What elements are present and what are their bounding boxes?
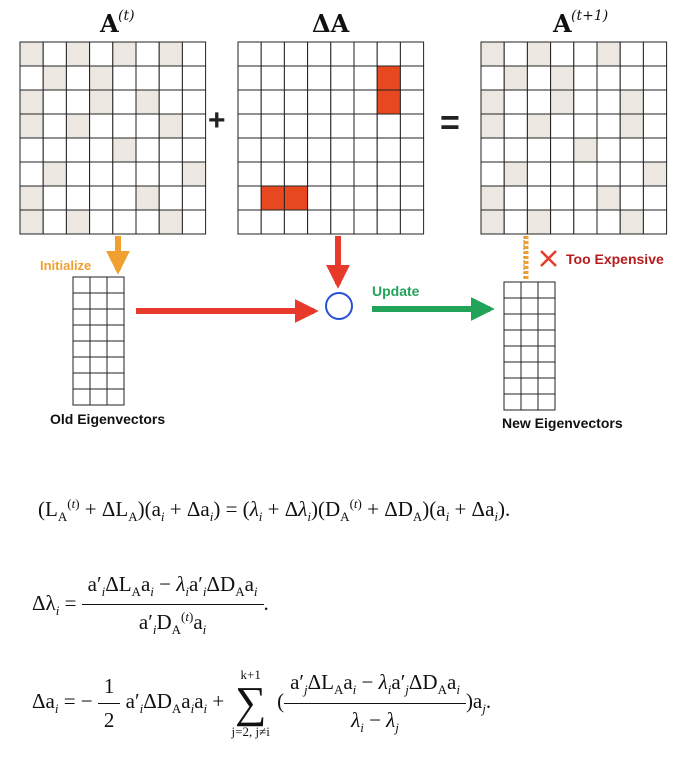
equation-delta-a: $\Delta a_i$ = − $\frac{1}{2}$ $a'_i\Delta D_Aa_ia_i + k+1$ ∑ j=2, j≠i ( $\frac{a'_j\Delta L_Aa_i - \lambda_ia'_j\Delta D_Aa_i}{\lambda_i - \lambda_j}$ )$a_j$. — [32, 667, 492, 739]
matrix-cell — [331, 42, 354, 66]
matrix-cell — [527, 210, 550, 234]
matrix-cell — [261, 186, 284, 210]
matrix-cell — [66, 42, 89, 66]
matrix-cell — [136, 186, 159, 210]
initialize-label: Initialize — [40, 258, 92, 273]
matrix-cell — [597, 162, 620, 186]
matrix-cell — [66, 114, 89, 138]
matrix-cell — [90, 114, 113, 138]
matrix-cell — [354, 186, 377, 210]
matrix-cell — [551, 186, 574, 210]
matrix-cell — [261, 162, 284, 186]
eigenvector-cell — [538, 330, 555, 346]
matrix-cell — [113, 42, 136, 66]
too-expensive-label: Too Expensive — [566, 251, 664, 267]
old-eigenvectors-label: Old Eigenvectors — [50, 411, 166, 427]
matrix-cell — [66, 90, 89, 114]
matrix-cell — [551, 66, 574, 90]
matrix-cell — [43, 42, 66, 66]
matrix-cell — [377, 42, 400, 66]
matrix-cell — [182, 90, 205, 114]
matrix-cell — [481, 186, 504, 210]
matrix-cell — [66, 138, 89, 162]
matrix-cell — [159, 42, 182, 66]
eq3-lhs: $\Delta a_i$ = − — [32, 688, 93, 716]
matrix-cell — [400, 42, 423, 66]
matrix-cell — [481, 210, 504, 234]
eigenvector-cell — [521, 282, 538, 298]
cross-icon — [541, 251, 556, 266]
plus-sign: + — [208, 104, 226, 137]
eigenvector-cell — [538, 282, 555, 298]
matrix-cell — [377, 66, 400, 90]
matrix-cell — [20, 162, 43, 186]
matrix-cell — [20, 66, 43, 90]
eigenvector-cell — [538, 378, 555, 394]
matrix-cell — [238, 162, 261, 186]
matrix-cell — [597, 42, 620, 66]
matrix-cell — [620, 42, 643, 66]
matrix-cell — [90, 42, 113, 66]
matrix-cell — [113, 210, 136, 234]
matrix-cell — [159, 138, 182, 162]
matrix-cell — [20, 42, 43, 66]
matrix-cell — [377, 162, 400, 186]
matrix-cell — [504, 114, 527, 138]
eigenvector-cell — [90, 389, 107, 405]
matrix-cell — [574, 162, 597, 186]
matrix-cell — [284, 138, 307, 162]
sum-symbol: k+1 ∑ j=2, j≠i — [231, 667, 270, 739]
matrix-cell — [597, 114, 620, 138]
matrix-cell — [597, 210, 620, 234]
matrix-cell — [400, 114, 423, 138]
eigenvector-cell — [73, 389, 90, 405]
matrix-cell — [159, 210, 182, 234]
matrix-cell — [620, 114, 643, 138]
matrix-cell — [620, 210, 643, 234]
matrix-cell — [354, 90, 377, 114]
matrix-cell — [284, 90, 307, 114]
matrix-cell — [113, 186, 136, 210]
matrix-cell — [481, 66, 504, 90]
eigenvector-cell — [107, 389, 124, 405]
eigenvector-cell — [73, 277, 90, 293]
matrix-cell — [43, 162, 66, 186]
matrix-cell — [481, 114, 504, 138]
matrix-cell — [643, 66, 666, 90]
matrix-a-t1 — [481, 42, 667, 234]
eigenvector-cell — [521, 378, 538, 394]
eq3-half: $\frac{1}{2}$ — [98, 674, 121, 733]
eq2-fraction: $\frac{a'_i\Delta L_Aa_i - \lambda_ia'_i\Delta D_Aa_i}{a'_iD_A^{(t)}a_i}$ — [82, 572, 264, 638]
eigenvector-cell — [504, 378, 521, 394]
matrix-cell — [551, 42, 574, 66]
matrix-cell — [527, 162, 550, 186]
matrix-cell — [182, 210, 205, 234]
matrix-cell — [331, 210, 354, 234]
matrix-cell — [43, 186, 66, 210]
eigenvector-cell — [521, 346, 538, 362]
matrix-cell — [331, 186, 354, 210]
matrix-cell — [238, 114, 261, 138]
matrix-cell — [238, 210, 261, 234]
matrix-cell — [643, 162, 666, 186]
matrix-delta-a — [238, 42, 424, 234]
eigenvector-cell — [107, 325, 124, 341]
eigenvector-cell — [73, 341, 90, 357]
matrix-cell — [308, 162, 331, 186]
eigenvector-cell — [90, 277, 107, 293]
matrix-cell — [43, 66, 66, 90]
update-node — [326, 293, 352, 319]
matrix-cell — [400, 90, 423, 114]
matrix-cell — [308, 210, 331, 234]
matrix-cell — [574, 114, 597, 138]
matrix-cell — [504, 90, 527, 114]
title-a-t-sup: (t) — [118, 8, 135, 24]
matrix-cell — [504, 210, 527, 234]
matrix-cell — [574, 138, 597, 162]
matrix-cell — [113, 114, 136, 138]
matrix-cell — [90, 90, 113, 114]
matrix-cell — [238, 42, 261, 66]
matrix-cell — [620, 162, 643, 186]
matrix-cell — [597, 186, 620, 210]
matrix-cell — [308, 138, 331, 162]
matrix-cell — [354, 162, 377, 186]
matrix-cell — [159, 114, 182, 138]
matrix-cell — [400, 66, 423, 90]
matrix-cell — [159, 90, 182, 114]
eigenvector-cell — [521, 362, 538, 378]
matrix-cell — [527, 66, 550, 90]
matrix-cell — [620, 66, 643, 90]
matrix-cell — [481, 138, 504, 162]
eigenvector-cell — [90, 309, 107, 325]
matrix-cell — [43, 114, 66, 138]
matrix-cell — [136, 90, 159, 114]
matrix-cell — [527, 114, 550, 138]
matrix-cell — [551, 210, 574, 234]
eigenvector-cell — [73, 325, 90, 341]
matrix-cell — [284, 66, 307, 90]
matrix-cell — [136, 114, 159, 138]
matrix-cell — [284, 186, 307, 210]
matrix-cell — [182, 162, 205, 186]
matrix-cell — [504, 42, 527, 66]
title-a-t1-sup: (t+1) — [571, 8, 609, 24]
matrix-cell — [284, 162, 307, 186]
matrix-cell — [308, 42, 331, 66]
matrix-cell — [20, 210, 43, 234]
matrix-cell — [90, 66, 113, 90]
matrix-cell — [597, 90, 620, 114]
matrix-cell — [113, 90, 136, 114]
eigenvector-cell — [73, 357, 90, 373]
matrix-cell — [574, 210, 597, 234]
matrix-cell — [574, 186, 597, 210]
matrix-cell — [136, 138, 159, 162]
matrix-cell — [354, 42, 377, 66]
eigenvector-cell — [90, 373, 107, 389]
matrix-cell — [331, 90, 354, 114]
eigenvector-cell — [521, 314, 538, 330]
title-a-t1: A — [553, 9, 572, 38]
eigenvector-cell — [107, 277, 124, 293]
matrix-cell — [551, 90, 574, 114]
matrix-cell — [182, 42, 205, 66]
eigenvector-cell — [504, 314, 521, 330]
eigenvector-cell — [90, 325, 107, 341]
eigenvector-cell — [107, 309, 124, 325]
matrix-cell — [551, 114, 574, 138]
matrix-cell — [331, 66, 354, 90]
matrix-cell — [308, 114, 331, 138]
matrix-cell — [136, 66, 159, 90]
equation-delta-lambda: $\Delta\lambda_i$ = $\frac{a'_i\Delta L_Aa_i - \lambda_ia'_i\Delta D_Aa_i}{a'_iD_A^{(t)}a_i}$ . — [32, 572, 269, 638]
equals-sign: = — [440, 104, 460, 142]
matrix-cell — [90, 162, 113, 186]
old-eigenvectors-grid — [73, 277, 124, 405]
matrix-cell — [527, 186, 550, 210]
eigenvector-cell — [504, 362, 521, 378]
matrix-cell — [113, 162, 136, 186]
matrix-cell — [113, 66, 136, 90]
matrix-cell — [308, 186, 331, 210]
eigenvector-cell — [504, 394, 521, 410]
matrix-cell — [377, 90, 400, 114]
matrix-cell — [261, 90, 284, 114]
matrix-cell — [574, 66, 597, 90]
matrix-cell — [377, 186, 400, 210]
eigenvector-cell — [107, 341, 124, 357]
eigenvector-cell — [521, 394, 538, 410]
matrix-cell — [354, 66, 377, 90]
matrix-cell — [504, 138, 527, 162]
matrix-cell — [331, 138, 354, 162]
matrix-cell — [643, 138, 666, 162]
matrix-cell — [66, 66, 89, 90]
matrix-cell — [643, 186, 666, 210]
matrix-cell — [481, 42, 504, 66]
matrix-cell — [331, 114, 354, 138]
matrix-cell — [20, 186, 43, 210]
matrix-cell — [159, 186, 182, 210]
matrix-cell — [400, 186, 423, 210]
matrix-cell — [377, 114, 400, 138]
matrix-cell — [284, 210, 307, 234]
matrix-cell — [136, 210, 159, 234]
matrix-cell — [113, 138, 136, 162]
matrix-cell — [354, 210, 377, 234]
matrix-cell — [354, 138, 377, 162]
matrix-cell — [261, 138, 284, 162]
eigenvector-cell — [73, 373, 90, 389]
matrix-cell — [643, 114, 666, 138]
matrix-cell — [261, 210, 284, 234]
eigenvector-cell — [538, 346, 555, 362]
matrix-cell — [159, 162, 182, 186]
matrix-cell — [308, 90, 331, 114]
eigenvector-cell — [73, 293, 90, 309]
matrix-cell — [331, 162, 354, 186]
matrix-cell — [527, 138, 550, 162]
eq2-lhs: $\Delta\lambda_i$ = — [32, 591, 82, 619]
matrix-cell — [43, 210, 66, 234]
eigenvector-cell — [538, 362, 555, 378]
matrix-cell — [90, 186, 113, 210]
matrix-cell — [643, 210, 666, 234]
matrix-cell — [182, 186, 205, 210]
matrix-cell — [308, 66, 331, 90]
matrix-cell — [159, 66, 182, 90]
equation-perturbation: $(L_A^{(t)} + \Delta L_A)(a_i + \Delta a_i) = (\lambda_i + \Delta\lambda_i)(D_A^{(t)} + \Delta D_A)(a_i + \Delta a_i)$. — [38, 496, 511, 525]
matrix-cell — [620, 138, 643, 162]
matrix-cell — [43, 90, 66, 114]
eigenvector-cell — [521, 330, 538, 346]
matrix-cell — [574, 90, 597, 114]
matrix-cell — [620, 90, 643, 114]
matrix-cell — [238, 186, 261, 210]
eigenvector-cell — [90, 357, 107, 373]
matrix-cell — [481, 162, 504, 186]
title-a-t: A — [100, 9, 119, 38]
matrix-cell — [377, 138, 400, 162]
matrix-cell — [400, 138, 423, 162]
matrix-cell — [643, 90, 666, 114]
new-eigenvectors-label: New Eigenvectors — [502, 415, 623, 431]
matrix-cell — [66, 162, 89, 186]
matrix-cell — [504, 66, 527, 90]
matrix-cell — [238, 138, 261, 162]
matrix-cell — [284, 42, 307, 66]
matrix-cell — [377, 210, 400, 234]
update-label: Update — [372, 283, 420, 299]
eigenvector-cell — [107, 293, 124, 309]
matrix-cell — [238, 90, 261, 114]
matrix-cell — [182, 114, 205, 138]
eigenvector-cell — [521, 298, 538, 314]
matrix-cell — [182, 66, 205, 90]
matrix-a-t — [20, 42, 206, 234]
matrix-cell — [551, 162, 574, 186]
matrix-cell — [20, 138, 43, 162]
matrix-cell — [20, 90, 43, 114]
matrix-cell — [182, 138, 205, 162]
eigenvector-cell — [538, 298, 555, 314]
eigenvector-cell — [107, 373, 124, 389]
eigenvector-cell — [90, 341, 107, 357]
eigenvector-cell — [504, 282, 521, 298]
matrix-cell — [597, 66, 620, 90]
matrix-cell — [66, 210, 89, 234]
eigenvector-cell — [538, 394, 555, 410]
title-delta-a: ΔA — [312, 9, 350, 38]
matrix-cell — [527, 42, 550, 66]
matrix-cell — [620, 186, 643, 210]
matrix-cell — [400, 210, 423, 234]
matrix-cell — [261, 114, 284, 138]
matrix-cell — [90, 138, 113, 162]
matrix-cell — [481, 90, 504, 114]
matrix-cell — [551, 138, 574, 162]
matrix-cell — [400, 162, 423, 186]
matrix-cell — [261, 42, 284, 66]
eigenvector-cell — [107, 357, 124, 373]
matrix-cell — [504, 186, 527, 210]
matrix-cell — [574, 42, 597, 66]
matrix-cell — [20, 114, 43, 138]
matrix-cell — [527, 90, 550, 114]
new-eigenvectors-grid — [504, 282, 555, 410]
eigenvector-cell — [504, 298, 521, 314]
eigenvector-cell — [538, 314, 555, 330]
matrix-cell — [90, 210, 113, 234]
matrix-cell — [136, 162, 159, 186]
matrix-cell — [597, 138, 620, 162]
eigenvector-cell — [504, 330, 521, 346]
matrix-cell — [43, 138, 66, 162]
matrix-cell — [354, 114, 377, 138]
eq3-fraction: $\frac{a'_j\Delta L_Aa_i - \lambda_ia'_j\Delta D_Aa_i}{\lambda_i - \lambda_j}$ — [284, 670, 466, 735]
eigenvector-cell — [90, 293, 107, 309]
matrix-cell — [643, 42, 666, 66]
matrix-cell — [66, 186, 89, 210]
matrix-cell — [238, 66, 261, 90]
matrix-cell — [136, 42, 159, 66]
eigenvector-cell — [504, 346, 521, 362]
eigenvector-cell — [73, 309, 90, 325]
matrix-cell — [504, 162, 527, 186]
matrix-cell — [261, 66, 284, 90]
matrix-cell — [284, 114, 307, 138]
